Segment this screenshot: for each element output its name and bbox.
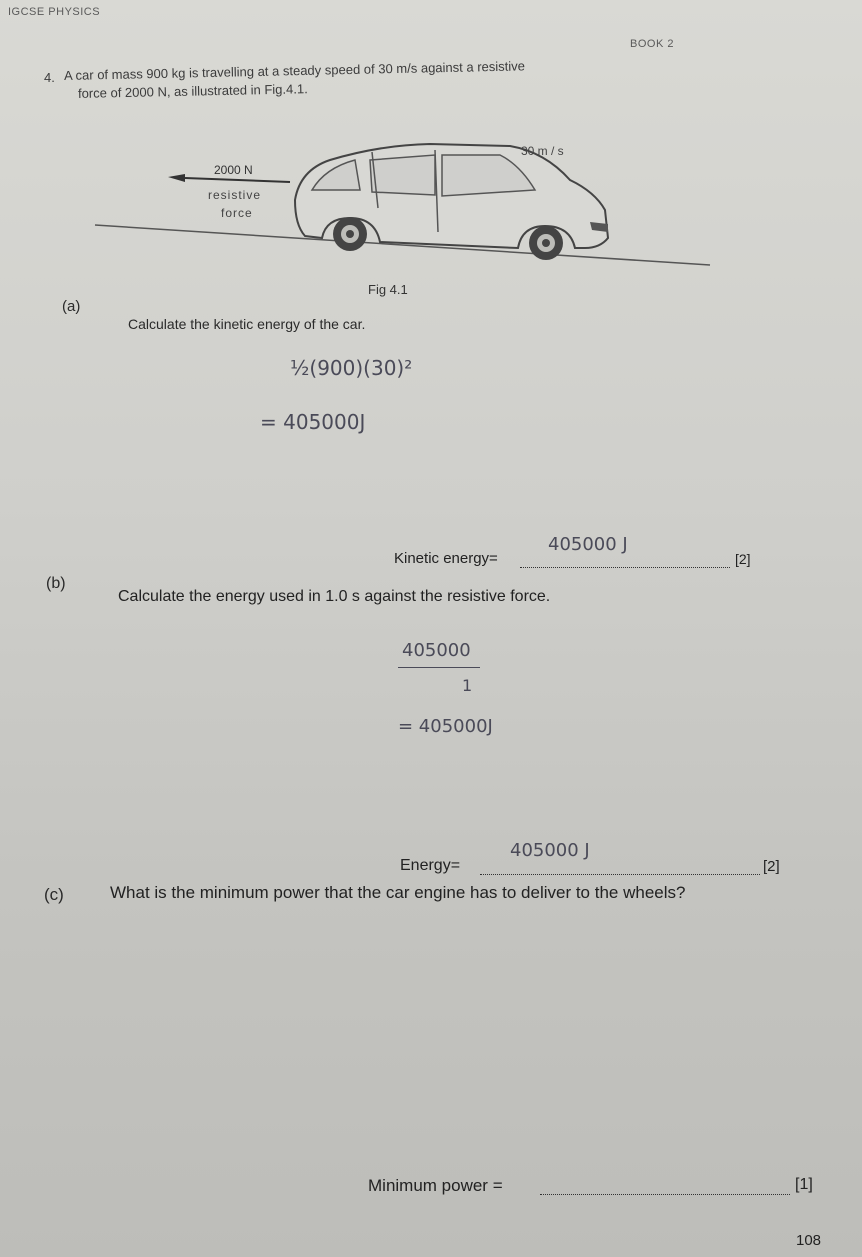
part-b-marks: [2] [763,858,780,875]
question-intro-line2: force of 2000 N, as illustrated in Fig.4.1. [77,81,308,101]
part-a-working-1: ½(900)(30)² [290,356,413,380]
force-value: 2000 N [214,163,253,177]
part-a-answer-line[interactable] [520,553,730,568]
part-c-answer-line[interactable] [540,1180,790,1195]
part-b-answer-value: 405000 J [510,840,590,861]
question-number: 4. [44,70,55,85]
fraction-bar [398,667,480,668]
force-arrow [185,178,290,182]
course-header: IGCSE PHYSICS [8,6,101,18]
speed-label: 30 m / s [521,144,564,158]
book-label: BOOK 2 [630,38,674,50]
part-b-answer-line[interactable] [480,860,760,875]
part-b-label: (b) [46,575,66,592]
page-number: 108 [796,1232,822,1249]
part-b-answer-label: Energy= [400,857,461,874]
rear-wheel [333,217,367,251]
part-c-label: (c) [44,885,64,904]
part-c-marks: [1] [795,1176,813,1193]
part-a-text: Calculate the kinetic energy of the car. [128,316,366,332]
part-c-answer-label: Minimum power = [368,1176,503,1195]
part-a-marks: [2] [735,551,751,567]
part-b-text: Calculate the energy used in 1.0 s against the resistive force. [118,588,551,605]
force-label-line2: force [221,206,253,220]
car-figure [90,130,730,280]
part-b-working-numerator: 405000 [402,640,471,661]
part-a-answer-label: Kinetic energy= [394,550,498,567]
front-wheel [529,226,563,260]
force-label-line1: resistive [208,188,262,202]
part-c-text: What is the minimum power that the car engine has to deliver to the wheels? [110,883,686,902]
part-a-label: (a) [62,298,81,315]
part-a-working-2: = 405000J [260,410,366,434]
question-intro-line1: A car of mass 900 kg is travelling at a steady speed of 30 m/s against a resistive [63,58,526,83]
part-a-answer-value: 405000 J [548,534,628,555]
part-b-working-2: = 405000J [398,716,493,737]
figure-caption: Fig 4.1 [368,282,408,297]
part-b-working-denominator: 1 [462,676,473,695]
